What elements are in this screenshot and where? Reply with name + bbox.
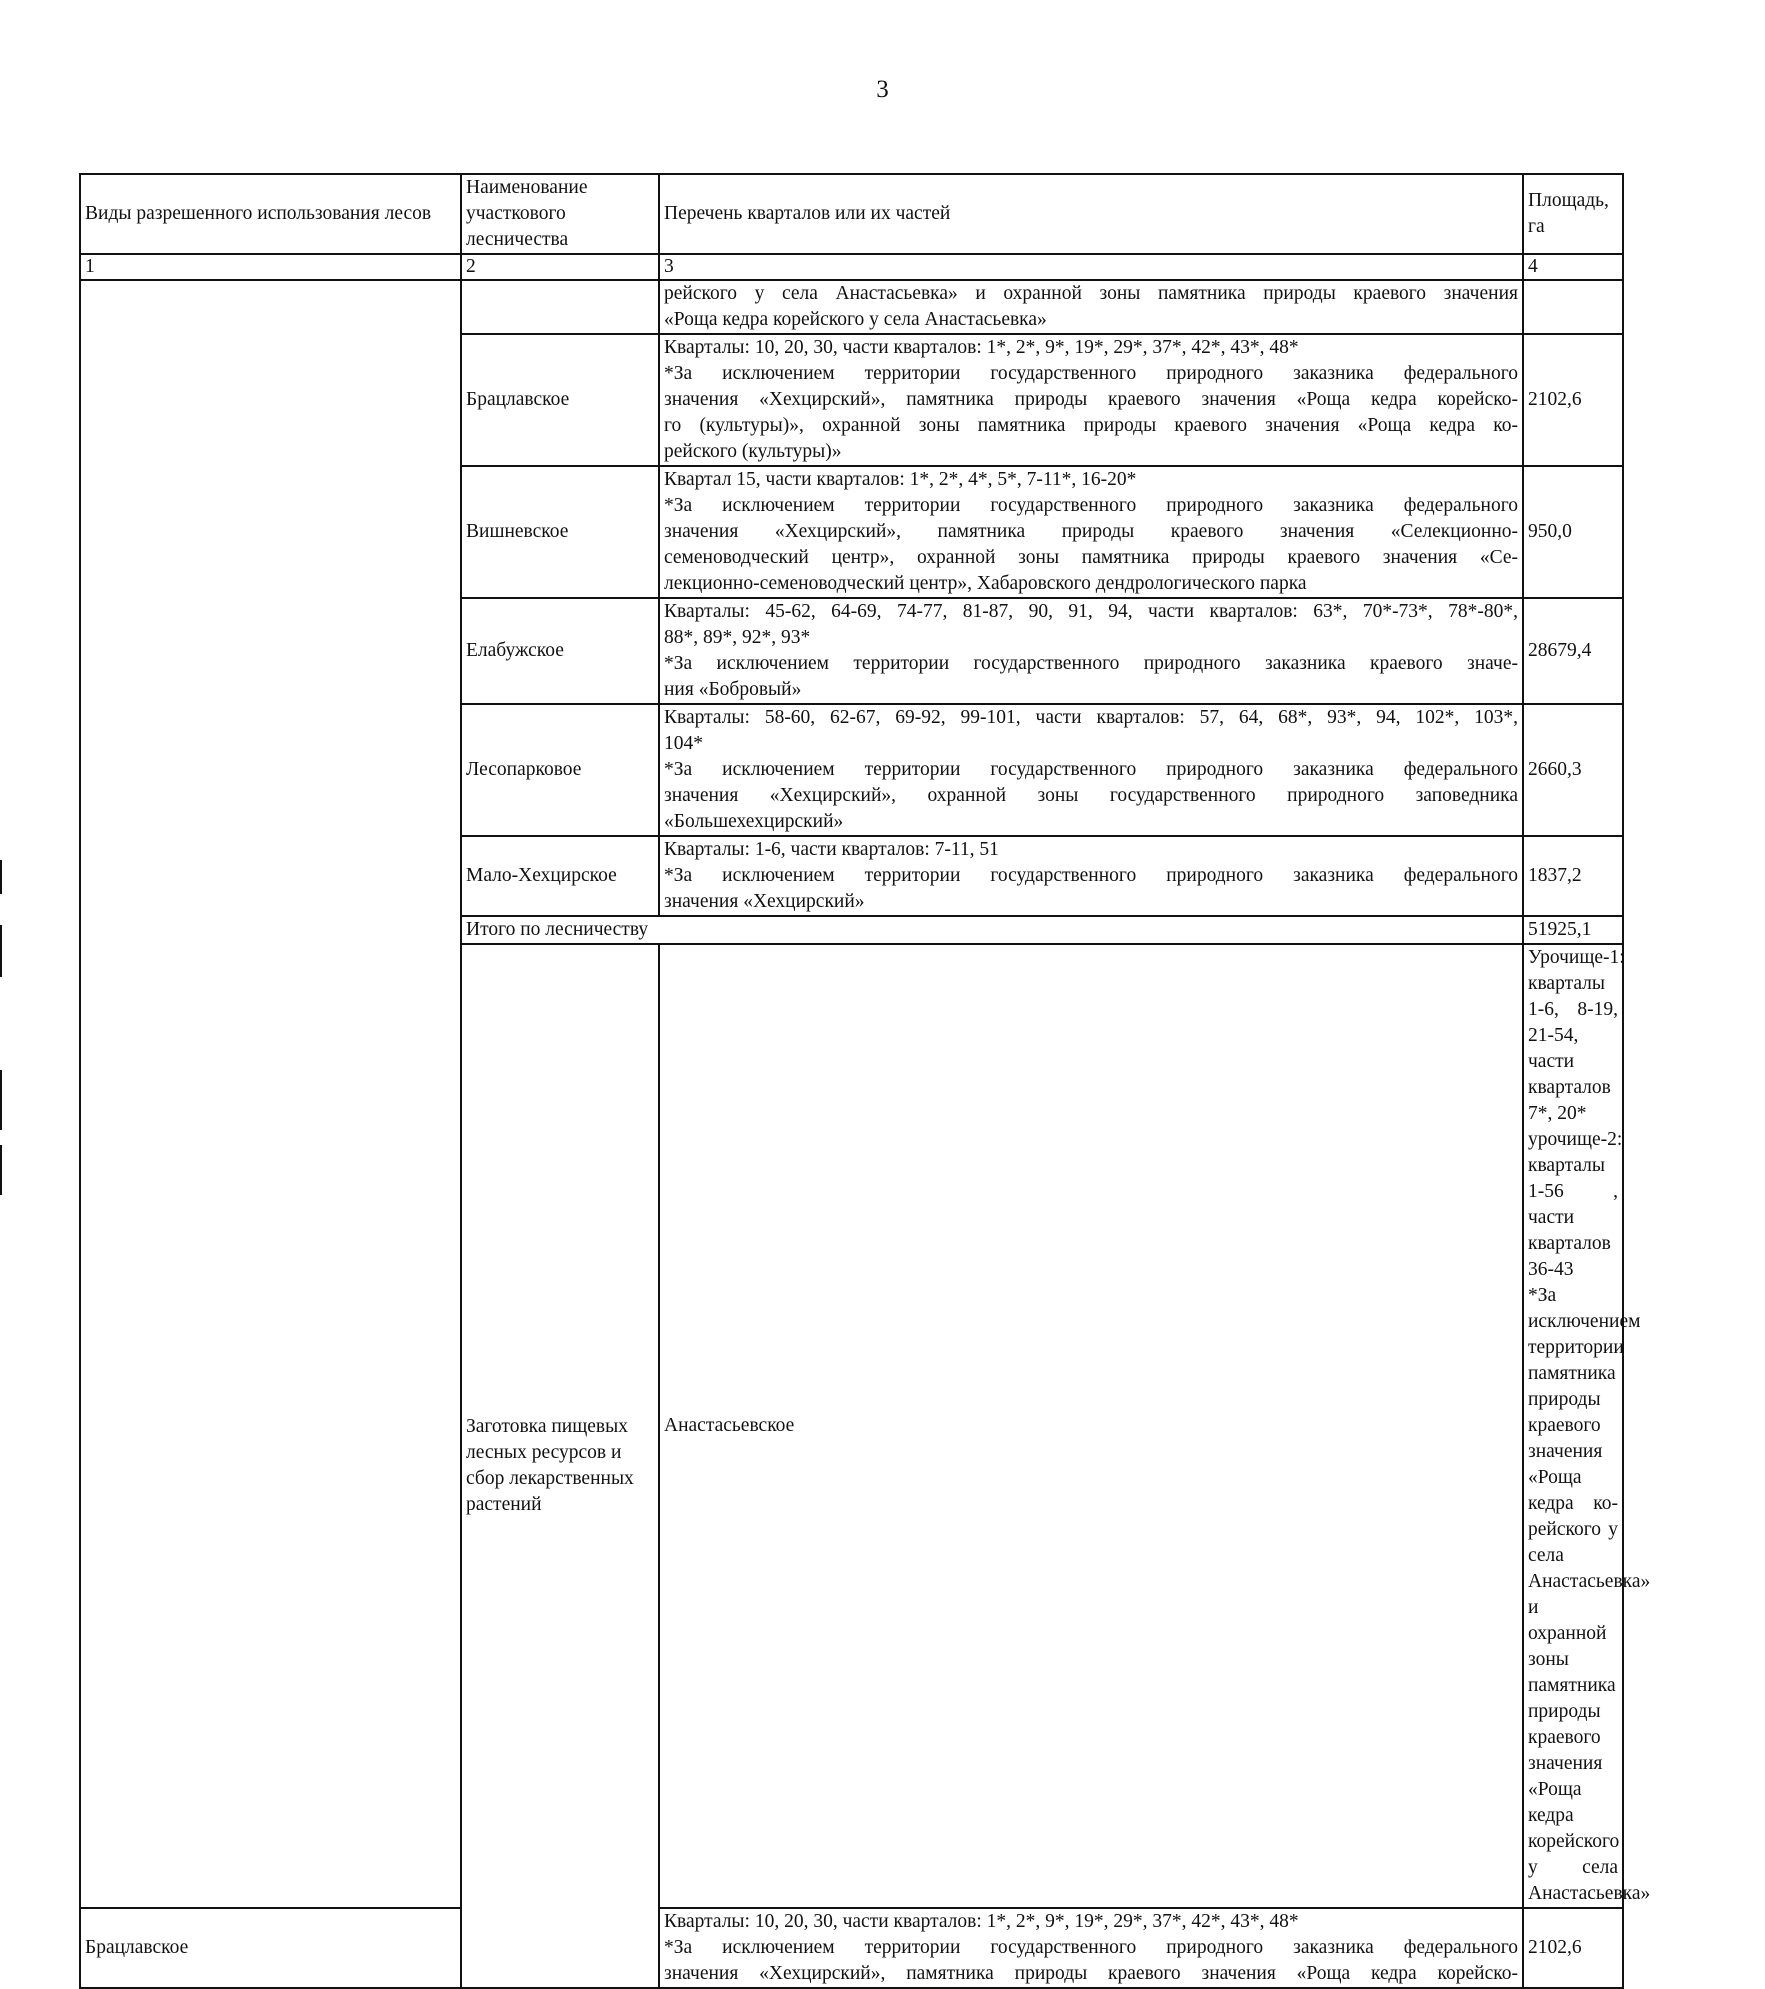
quarters-line: 88*, 89*, 92*, 93* <box>664 627 811 648</box>
table-row <box>80 1908 1623 1988</box>
forestry-name: Вишневское <box>461 466 659 598</box>
quarters-line: рейского у села Анастасьевка» и охранной зоны памятника природы краевого значения <box>664 283 1518 304</box>
area-value: 1837,2 <box>1523 836 1623 916</box>
area-value: 28679,4 <box>1523 598 1623 704</box>
quarters-cell <box>659 280 1523 334</box>
use-type-cell: Заготовка пищевых лесных ресурсов и сбор лекарственных растений <box>461 944 659 1988</box>
forestry-name: Брацлавское <box>461 334 659 466</box>
quarters-line: Кварталы: 45-62, 64-69, 74-77, 81-87, 90, 91, 94, части кварталов: 63*, 70*-73*, 78*-80*, <box>664 601 1518 622</box>
margin-mark <box>0 1070 2 1130</box>
area-value: 2102,6 <box>1523 1908 1623 1988</box>
margin-mark <box>0 860 2 894</box>
quarters-line: «Большехехцирский» <box>664 811 844 832</box>
quarters-line: *За исключением территории государственного природного заказника краевого значе- <box>664 653 1518 674</box>
quarters-line: Кварталы: 10, 20, 30, части кварталов: 1*, 2*, 9*, 19*, 29*, 37*, 42*, 43*, 48* <box>664 1911 1299 1932</box>
area-value <box>1523 280 1623 334</box>
total-label: Итого по лесничеству <box>461 916 1523 944</box>
quarters-line: *За исключением территории государственного природного заказника федерального <box>664 1937 1518 1958</box>
forestry-name: Брацлавское <box>80 1908 461 1988</box>
quarters-cell <box>659 334 1523 466</box>
quarters-line: значения «Хехцирский» <box>664 891 865 912</box>
column-number: 4 <box>1523 254 1623 280</box>
quarters-line: *За исключением территории государственного природного заказника федерального <box>664 759 1518 780</box>
quarters-line: значения «Хехцирский», памятника природы краевого значения «Роща кедра корейско- <box>664 389 1518 410</box>
quarters-line: значения «Хехцирский», памятника природы краевого значения «Роща кедра корейско- <box>664 1963 1518 1984</box>
quarters-cell <box>659 1908 1523 1988</box>
quarters-cell <box>659 836 1523 916</box>
quarters-line: Кварталы: 58-60, 62-67, 69-92, 99-101, части кварталов: 57, 64, 68*, 93*, 94, 102*, 103*, <box>664 707 1518 728</box>
quarters-line: «Роща кедра корейского у села Анастасьевка» <box>664 309 1047 330</box>
column-number: 1 <box>80 254 461 280</box>
column-number: 2 <box>461 254 659 280</box>
header-quarters: Перечень кварталов или их частей <box>659 174 1523 254</box>
quarters-line: урочище-2: кварталы 1-56 , части кварталов 36-43 <box>1528 1129 1623 1280</box>
forestry-name: Лесопарковое <box>461 704 659 836</box>
quarters-line: рейского у села Анастасьевка» и охранной зоны памятника природы краевого значения <box>1528 1519 1651 1774</box>
column-number: 3 <box>659 254 1523 280</box>
margin-mark <box>0 1145 2 1195</box>
quarters-line: «Роща кедра корейского у села Анастасьевка» <box>1528 1779 1651 1904</box>
table-row <box>80 280 1623 334</box>
use-type-cell-continued <box>80 280 461 1908</box>
area-value: 950,0 <box>1523 466 1623 598</box>
forestry-name: Мало-Хехцирское <box>461 836 659 916</box>
quarters-line: ния «Бобровый» <box>664 679 802 700</box>
page-number: 3 <box>876 76 889 103</box>
quarters-line: го (культуры)», охранной зоны памятника природы краевого значения «Роща кедра ко- <box>664 415 1518 436</box>
quarters-cell <box>659 466 1523 598</box>
header-use-type: Виды разрешенного использования лесов <box>80 174 461 254</box>
quarters-line: *За исключением территории государственного природного заказника федерального <box>664 495 1518 516</box>
quarters-line: Квартал 15, части кварталов: 1*, 2*, 4*, 5*, 7-11*, 16-20* <box>664 469 1137 490</box>
forest-use-table <box>79 173 1651 1989</box>
total-area: 51925,1 <box>1523 916 1623 944</box>
quarters-line: *За исключением территории государственного природного заказника федерального <box>664 865 1518 886</box>
quarters-line: Кварталы: 1-6, части кварталов: 7-11, 51 <box>664 839 999 860</box>
quarters-line: значения «Хехцирский», охранной зоны государственного природного заповедника <box>664 785 1518 806</box>
quarters-line: семеноводческий центр», охранной зоны памятника природы краевого значения «Се- <box>664 547 1518 568</box>
table-header-row <box>80 174 1623 254</box>
quarters-line: Урочище-1: кварталы 1-6, 8-19, 21-54, части кварталов 7*, 20* <box>1528 947 1625 1124</box>
area-value: 2102,6 <box>1523 334 1623 466</box>
header-area: Площадь, га <box>1523 174 1623 254</box>
quarters-cell <box>1523 944 1651 1908</box>
forestry-name: Елабужское <box>461 598 659 704</box>
quarters-line: 104* <box>664 733 703 754</box>
column-number-row <box>80 254 1623 280</box>
quarters-line: *За исключением территории государственного природного заказника федерального <box>664 363 1518 384</box>
header-forestry: Наименование участкового лесничества <box>461 174 659 254</box>
area-value: 2660,3 <box>1523 704 1623 836</box>
quarters-line: рейского (культуры)» <box>664 441 842 462</box>
quarters-line: *За исключением территории памятника природы краевого значения «Роща кедра ко- <box>1528 1285 1641 1514</box>
forestry-name <box>461 280 659 334</box>
quarters-line: значения «Хехцирский», памятника природы краевого значения «Селекционно- <box>664 521 1518 542</box>
quarters-cell <box>659 704 1523 836</box>
quarters-line: Кварталы: 10, 20, 30, части кварталов: 1*, 2*, 9*, 19*, 29*, 37*, 42*, 43*, 48* <box>664 337 1299 358</box>
forestry-name: Анастасьевское <box>659 944 1523 1908</box>
margin-mark <box>0 925 2 977</box>
quarters-cell <box>659 598 1523 704</box>
quarters-line: лекционно-семеноводческий центр», Хабаровского дендрологического парка <box>664 573 1307 594</box>
